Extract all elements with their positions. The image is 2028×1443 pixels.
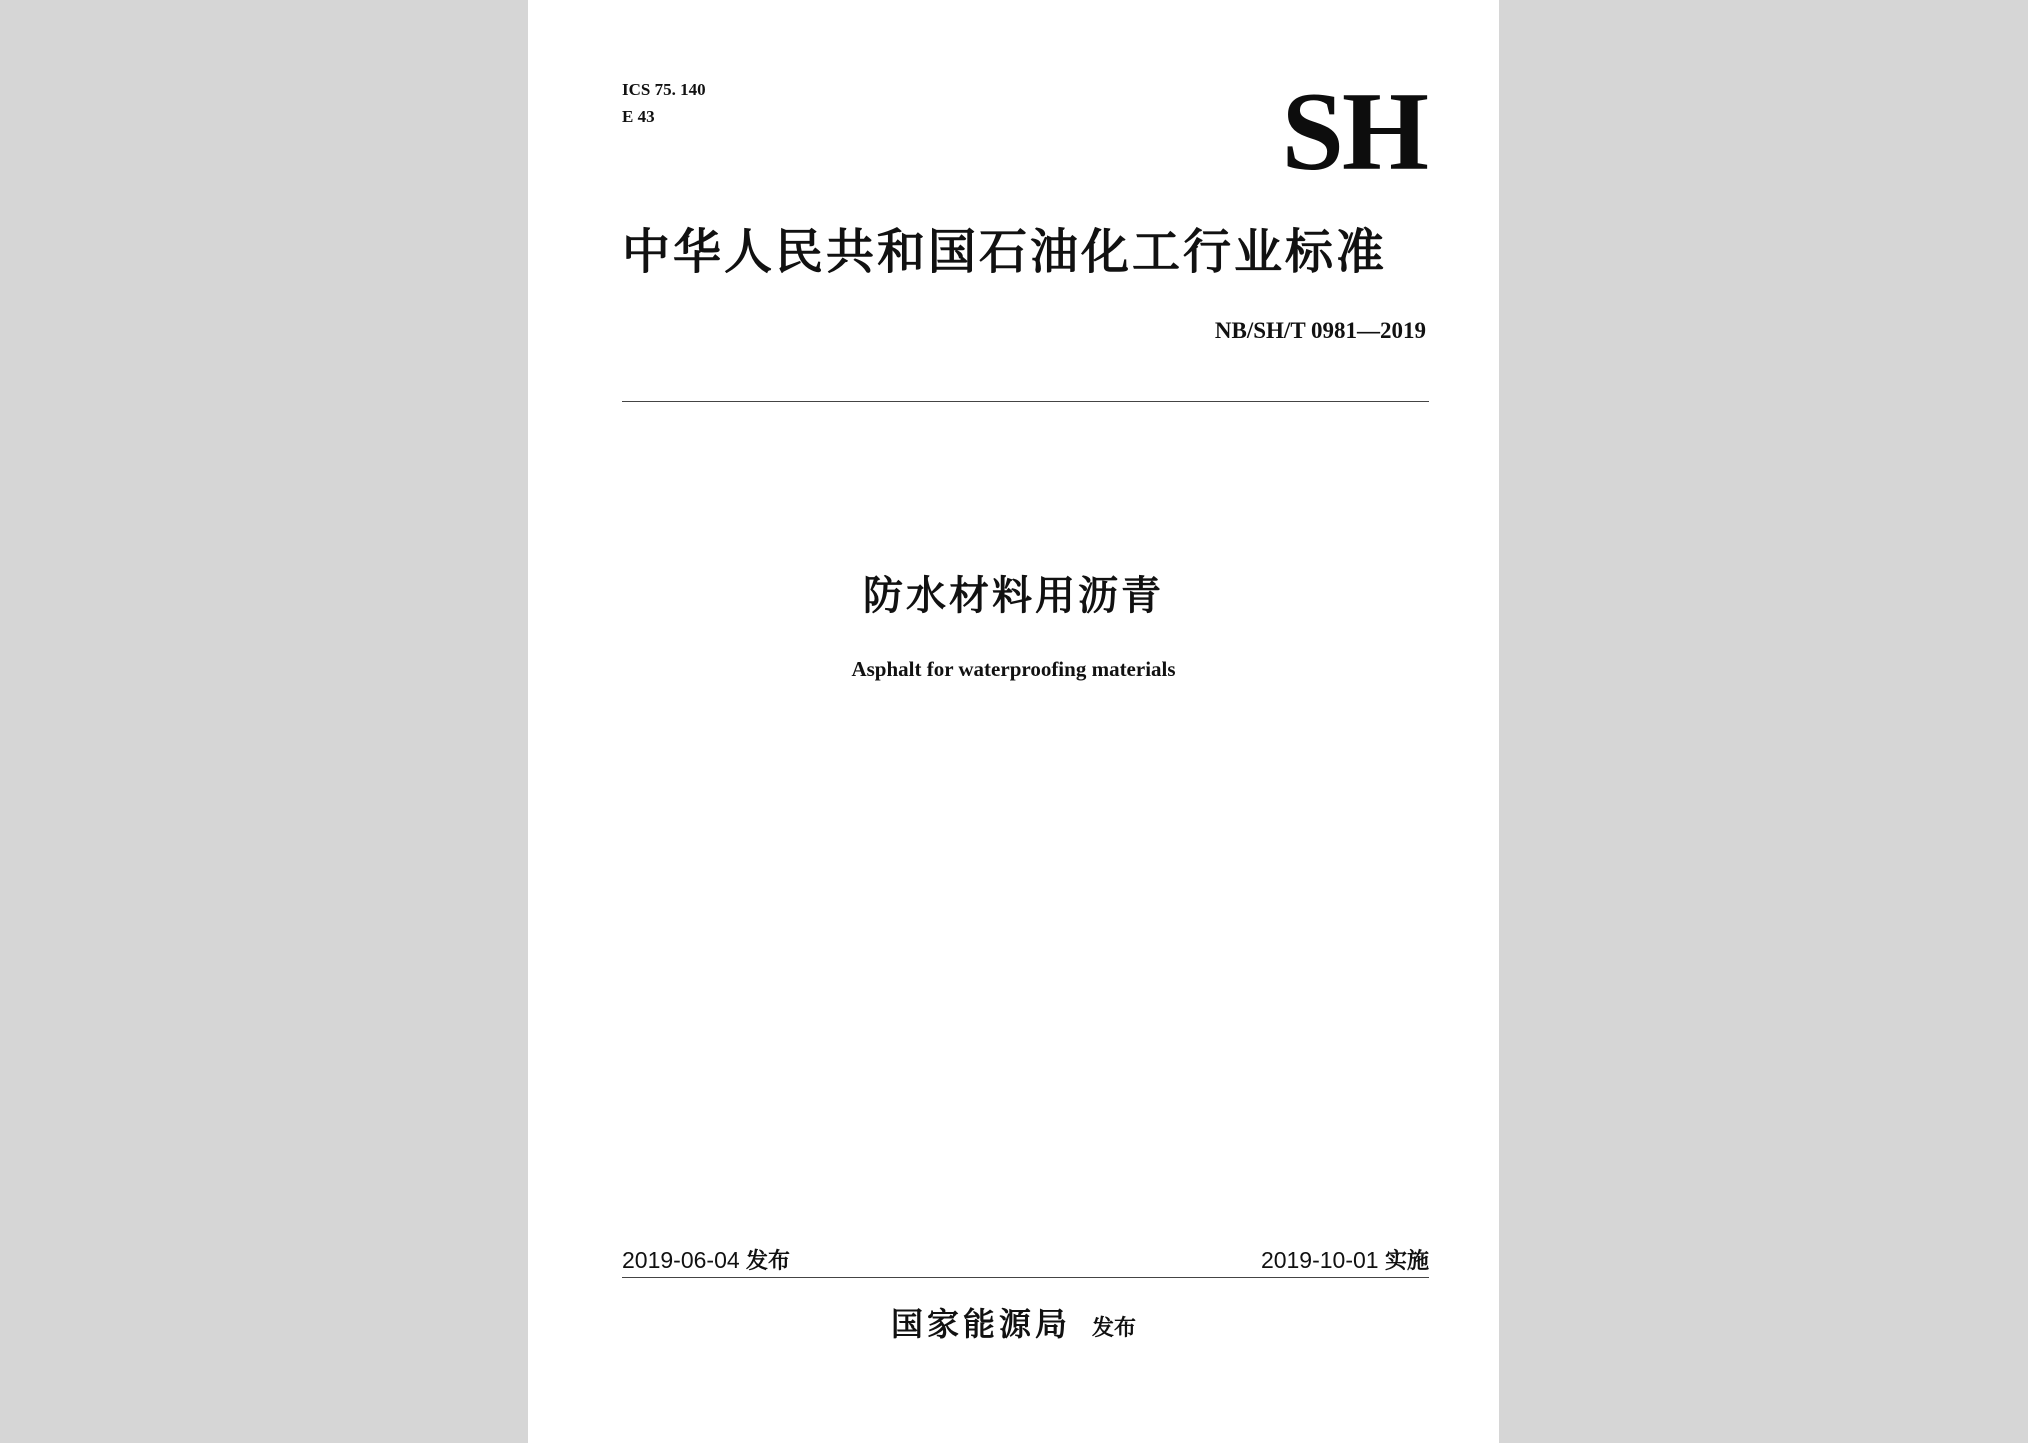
sh-logo: SH	[1281, 70, 1427, 194]
issuer-action: 发布	[1092, 1316, 1137, 1341]
ics-code: ICS 75. 140	[622, 80, 706, 99]
standard-number: NB/SH/T 0981—2019	[1214, 318, 1426, 343]
bottom-divider	[622, 1277, 1429, 1278]
document-title-chinese: 防水材料用沥青	[863, 573, 1164, 619]
implementation-date	[1261, 1245, 1429, 1277]
implementation-date-label: 实施	[1384, 1249, 1429, 1274]
standard-category-title: 中华人民共和国石油化工行业标准	[622, 224, 1388, 280]
issue-date	[622, 1245, 790, 1277]
document-title-english: Asphalt for waterproofing materials	[851, 657, 1176, 681]
issue-date-label: 发布	[746, 1249, 791, 1274]
issue-date-value: 2019-06-04	[622, 1247, 740, 1273]
issuer-name: 国家能源局	[890, 1305, 1071, 1343]
issuer	[528, 1302, 1499, 1351]
implementation-date-value: 2019-10-01	[1260, 1247, 1379, 1273]
classification-code: E 43	[622, 107, 655, 126]
top-divider	[622, 401, 1429, 402]
document-page	[528, 0, 1499, 1443]
